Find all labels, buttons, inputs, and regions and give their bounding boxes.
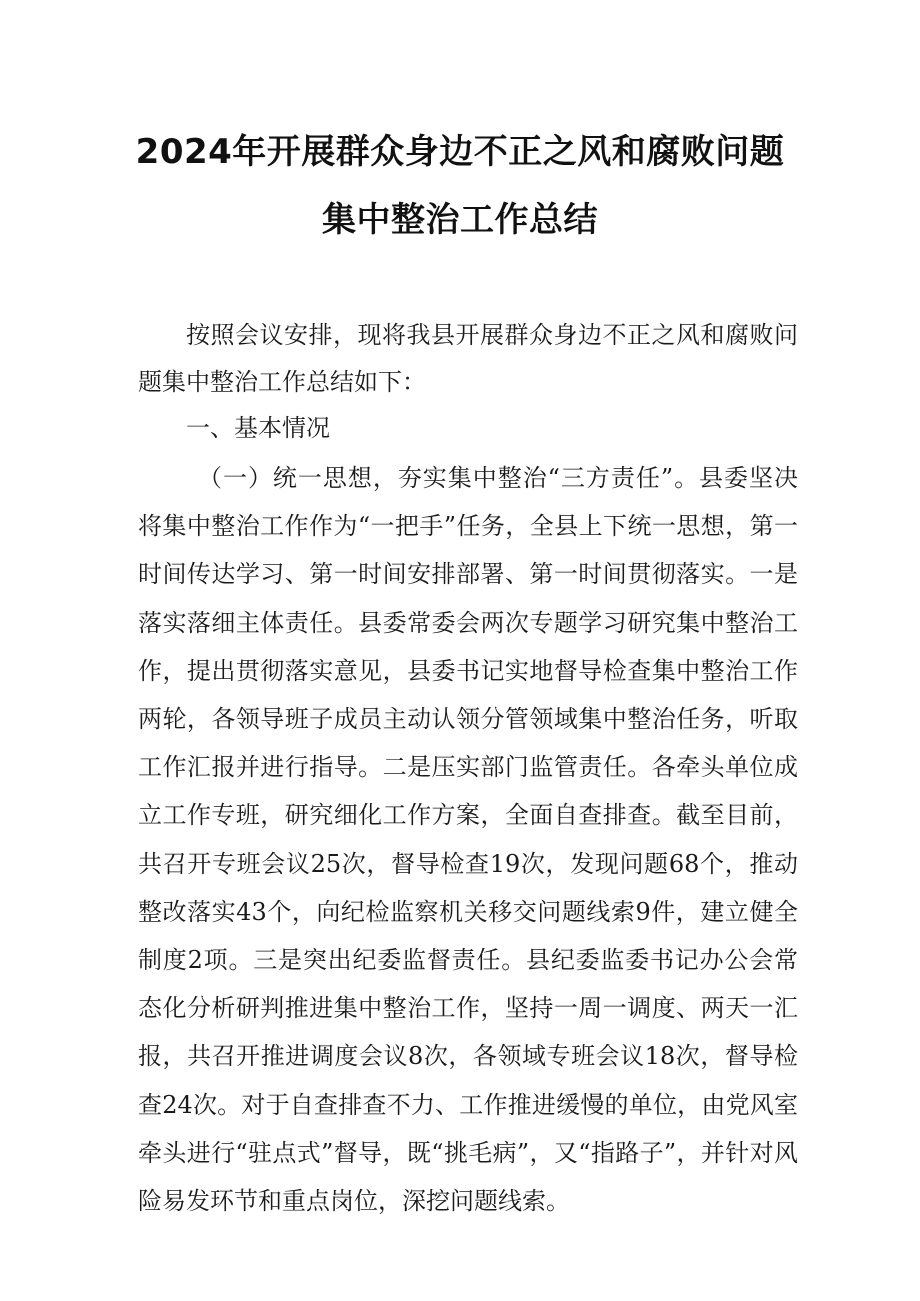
body-paragraph-1: （一）统一思想，夯实集中整治“三方责任”。县委坚决将集中整治工作作为“一把手”任务，全县上下统一思想，第一时间传达学习、第一时间安排部署、第一时间贯彻落实。一是落实落细主体责任。县委常委会两次专题学习研究集中整治工作，提出贯彻落实意见，县委书记实地督导检查集中整治工作两轮，各领导班子成员主动认领分管领域集中整治任务，听取工作汇报并进行指导。二是压实部门监管责任。各牵头单位成立工作专班，研究细化工作方案，全面自查排查。截至目前，共召开专班会议25次，督导检查19次，发现问题68个，推动整改落实43个，向纪检监察机关移交问题线索9件，建立健全制度2项。三是突出纪委监督责任。县纪委监委书记办公会常态化分析研判推进集中整治工作，坚持一周一调度、两天一汇报，共召开推进调度会议8次，各领域专班会议18次，督导检查24次。对于自查排查不力、工作推进缓慢的单位，由党风室牵头进行“驻点式”督导，既“挑毛病”，又“指路子”，并针对风险易发环节和重点岗位，深挖问题线索。 xyxy=(138,464,798,1216)
section-heading-basic-situation: 一、基本情况 xyxy=(186,414,330,442)
document-title-line-2: 集中整治工作总结 xyxy=(322,200,598,240)
intro-paragraph: 按照会议安排，现将我县开展群众身边不正之风和腐败问题集中整治工作总结如下： xyxy=(138,321,798,396)
document-title-line-1: 2024年开展群众身边不正之风和腐败问题 xyxy=(135,132,785,172)
